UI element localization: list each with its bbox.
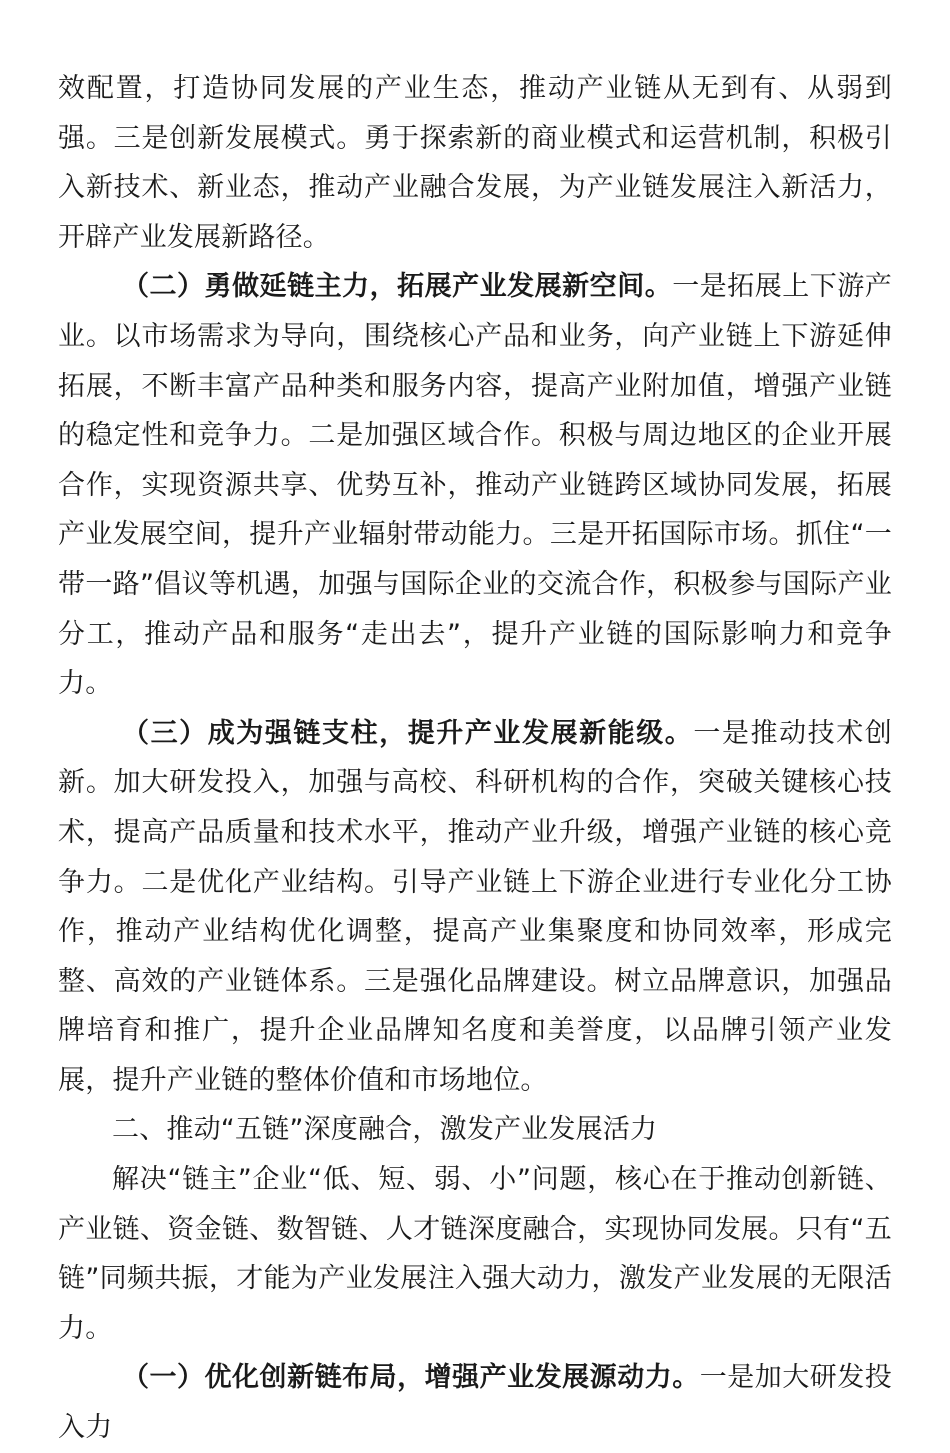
section-heading: （一）优化创新链布局，增强产业发展源动力。 (122, 1362, 700, 1394)
paragraph-body: 解决“链主”企业“低、短、弱、小”问题，核心在于推动创新链、产业链、资金链、数智链、人才链深度融合，实现协同发展。只有“五链”同频共振，才能为产业发展注入强大动力，激发产业发展的无限活力。 (58, 1164, 892, 1344)
paragraph-section-3 (58, 709, 892, 1106)
paragraph-continuation (58, 64, 892, 262)
paragraph-section-1 (58, 1353, 892, 1452)
document-page (58, 64, 892, 1453)
paragraph-body: 一是加大研发投入力 (58, 1362, 892, 1444)
paragraph-section-2 (58, 262, 892, 708)
paragraph-intro (58, 1155, 892, 1353)
section-heading: （二）勇做延链主力，拓展产业发展新空间。 (122, 271, 673, 303)
paragraph-body: 一是拓展上下游产业。以市场需求为导向，围绕核心产品和业务，向产业链上下游延伸拓展，不断丰富产品种类和服务内容，提高产业附加值，增强产业链的稳定性和竞争力。二是加强区域合作。积极与周边地区的企业开展合作，实现资源共享、优势互补，推动产业链跨区域协同发展，拓展产业发展空间，提升产业辐射带动能力。三是开拓国际市场。抓住“一带一路”倡议等机遇，加强与国际企业的交流合作，积极参与国际产业分工，推动产品和服务“走出去”，提升产业链的国际影响力和竞争力。 (58, 271, 892, 700)
paragraph-body: 效配置，打造协同发展的产业生态，推动产业链从无到有、从弱到强。三是创新发展模式。勇于探索新的商业模式和运营机制，积极引入新技术、新业态，推动产业融合发展，为产业链发展注入新活力，开辟产业发展新路径。 (58, 73, 892, 253)
section-heading: （三）成为强链支柱，提升产业发展新能级。 (122, 717, 694, 749)
chapter-title: 二、推动“五链”深度融合，激发产业发展活力 (112, 1114, 658, 1146)
paragraph-body: 一是推动技术创新。加大研发投入，加强与高校、科研机构的合作，突破关键核心技术，提高产品质量和技术水平，推动产业升级，增强产业链的核心竞争力。二是优化产业结构。引导产业链上下游企业进行专业化分工协作，推动产业结构优化调整，提高产业集聚度和协同效率，形成完整、高效的产业链体系。三是强化品牌建设。树立品牌意识，加强品牌培育和推广，提升企业品牌知名度和美誉度，以品牌引领产业发展，提升产业链的整体价值和市场地位。 (58, 717, 893, 1096)
chapter-heading (58, 1105, 892, 1155)
